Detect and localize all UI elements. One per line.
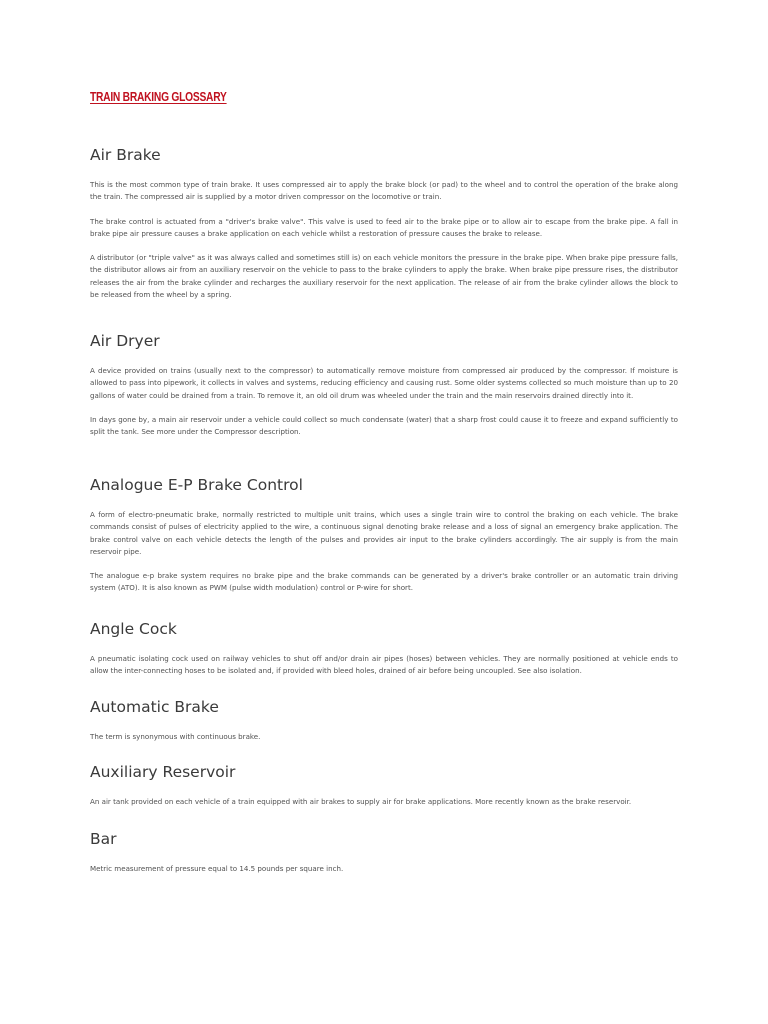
- entry-paragraph: The brake control is actuated from a "driver's brake valve". This valve is used to feed air to the brake pipe or to allow air to escape from the brake pipe. A fall in brake pipe air pressure causes a brake application on each vehicle whilst a restoration of pressure causes the brake to release.: [90, 216, 678, 238]
- entry-body: [90, 731, 678, 743]
- glossary-entry-auxiliary-reservoir: [90, 762, 678, 808]
- entry-body: [90, 796, 678, 808]
- entry-term: Automatic Brake: [90, 698, 219, 716]
- entry-term: Analogue E-P Brake Control: [90, 476, 303, 494]
- entry-body: [90, 863, 678, 875]
- entry-paragraph: The term is synonymous with continuous brake.: [90, 732, 261, 741]
- entry-paragraph: A device provided on trains (usually next to the compressor) to automatically remove moisture from compressed air produced by the compressor. If moisture is allowed to pass into pipework, it collects in valves and systems, reducing efficiency and causing rust. Some older systems collected so much moisture than up to 20 gallons of water could be drained from a train. To remove it, an old oil drum was wheeled under the train and the main reservoirs drained directly into it.: [90, 366, 678, 400]
- glossary-entry-analogue-ep-brake-control: [90, 475, 678, 595]
- entry-paragraph: A pneumatic isolating cock used on railway vehicles to shut off and/or drain air pipes (hoses) between vehicles. They are normally positioned at vehicle ends to allow the inter-connecting hoses to be isolated and, if provided with bleed holes, drained of air before being uncoupled. See also isolation.: [90, 654, 678, 676]
- entry-paragraph: This is the most common type of train brake. It uses compressed air to apply the brake block (or pad) to the wheel and to control the operation of the brake along the train. The compressed air is supplied by a motor driven compressor on the locomotive or train.: [90, 180, 678, 202]
- glossary-entry-angle-cock: [90, 619, 678, 678]
- entry-paragraph: A form of electro-pneumatic brake, normally restricted to multiple unit trains, which uses a single train wire to control the braking on each vehicle. The brake commands consist of pulses of electricity applied to the wire, a continuous signal denoting brake release and a loss of signal an emergency brake application. The brake control valve on each vehicle detects the length of the pulses and provides air input to the brake cylinders accordingly. The air supply is from the main reservoir pipe.: [90, 510, 678, 556]
- entry-term: Bar: [90, 830, 117, 848]
- entry-paragraph: In days gone by, a main air reservoir under a vehicle could collect so much condensate (water) that a sharp frost could cause it to freeze and expand sufficiently to split the tank. See more under the Compressor description.: [90, 414, 678, 437]
- entry-term: Auxiliary Reservoir: [90, 763, 236, 781]
- entry-body: [90, 179, 678, 301]
- glossary-entry-air-dryer: [90, 331, 678, 438]
- glossary-entry-air-brake: [90, 145, 678, 301]
- entry-body: [90, 509, 678, 595]
- entry-term: Air Dryer: [90, 332, 160, 350]
- entry-paragraph: The analogue e-p brake system requires no brake pipe and the brake commands can be generated by a driver's brake controller or an automatic train driving system (ATO). It is also known as PWM (pulse width modulation) control or P-wire for short.: [90, 571, 678, 593]
- document-title: TRAIN BRAKING GLOSSARY: [90, 90, 227, 104]
- entry-paragraph: Metric measurement of pressure equal to 14.5 pounds per square inch.: [90, 864, 344, 873]
- entry-body: [90, 365, 678, 438]
- entry-body: [90, 653, 678, 678]
- glossary-entry-automatic-brake: [90, 697, 678, 743]
- entry-paragraph: An air tank provided on each vehicle of a train equipped with air brakes to supply air for brake applications. More recently known as the brake reservoir.: [90, 797, 632, 806]
- entry-term: Angle Cock: [90, 620, 177, 638]
- glossary-entry-bar: [90, 829, 678, 875]
- entry-term: Air Brake: [90, 146, 161, 164]
- entry-paragraph: A distributor (or "triple valve" as it was always called and sometimes still is) on each vehicle monitors the pressure in the brake pipe. When brake pipe pressure falls, the distributor allows air from an auxiliary reservoir on the vehicle to pass to the brake cylinders to apply the brake. When brake pipe pressure rises, the distributor releases the air from the brake cylinder and recharges the auxiliary reservoir for the next application. The release of air from the brake cylinder allows the block to be released from the wheel by a spring.: [90, 253, 678, 300]
